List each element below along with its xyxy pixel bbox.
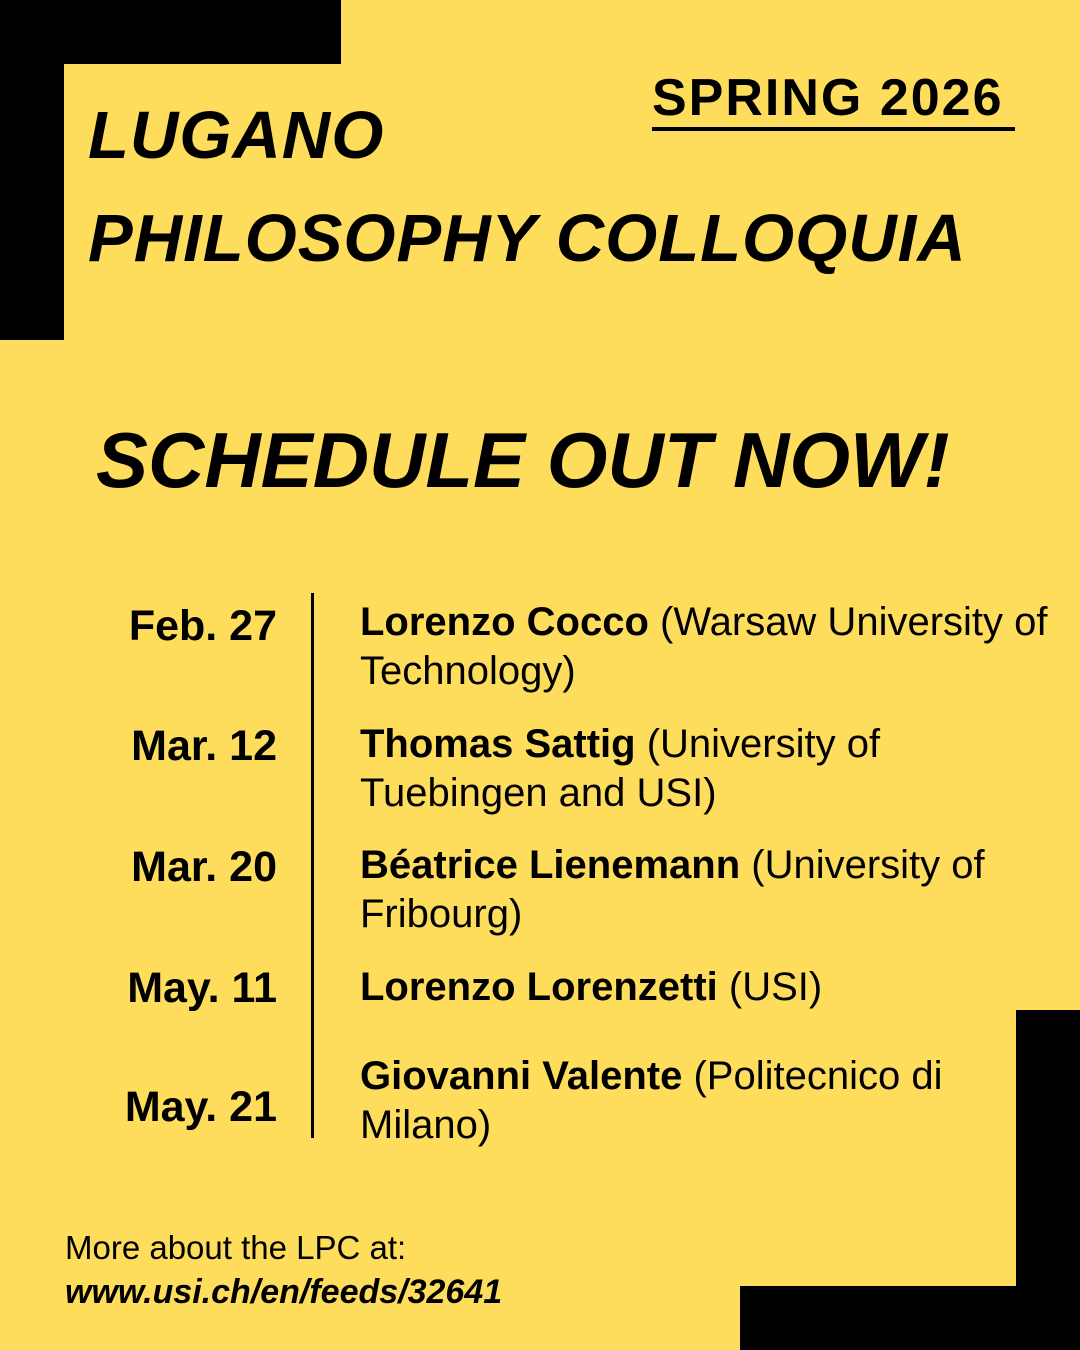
title-line-1: LUGANO <box>88 98 385 173</box>
schedule-date: Feb. 27 <box>128 602 277 650</box>
speaker-name: Giovanni Valente <box>360 1054 683 1098</box>
schedule-entry <box>360 1052 1065 1150</box>
schedule-entry <box>360 720 1065 818</box>
schedule-entry <box>360 841 1065 939</box>
season-label: SPRING 2026 <box>652 69 1004 127</box>
speaker-name: Béatrice Lienemann <box>360 843 741 887</box>
schedule-date: May. 21 <box>124 1083 277 1131</box>
speaker-affiliation: (USI) <box>728 965 823 1009</box>
corner-block-top-left-vertical <box>0 0 64 340</box>
corner-block-bottom-right-horizontal <box>740 1286 1080 1350</box>
schedule-date: Mar. 12 <box>131 722 277 770</box>
schedule-date: May. 11 <box>127 964 277 1012</box>
season-underline <box>652 127 1015 131</box>
speaker-affiliation: (University of Tuebingen and USI) <box>360 722 881 815</box>
headline: SCHEDULE OUT NOW! <box>96 416 950 504</box>
speaker-name: Thomas Sattig <box>360 722 636 766</box>
speaker-affiliation: (Politecnico di Milano) <box>360 1054 943 1147</box>
schedule-date: Mar. 20 <box>131 843 277 891</box>
schedule-divider <box>311 593 314 1138</box>
speaker-name: Lorenzo Cocco <box>360 600 649 644</box>
footer-url-link[interactable]: www.usi.ch/en/feeds/32641 <box>65 1273 503 1311</box>
speaker-affiliation: (Warsaw University of Technology) <box>360 600 1048 693</box>
speaker-affiliation: (University of Fribourg) <box>360 843 985 936</box>
footer-label: More about the LPC at: <box>65 1229 407 1266</box>
schedule-entry <box>360 598 1065 696</box>
speaker-name: Lorenzo Lorenzetti <box>360 965 718 1009</box>
schedule-entry <box>360 963 1065 1012</box>
title-line-2: PHILOSOPHY COLLOQUIA <box>88 201 967 276</box>
